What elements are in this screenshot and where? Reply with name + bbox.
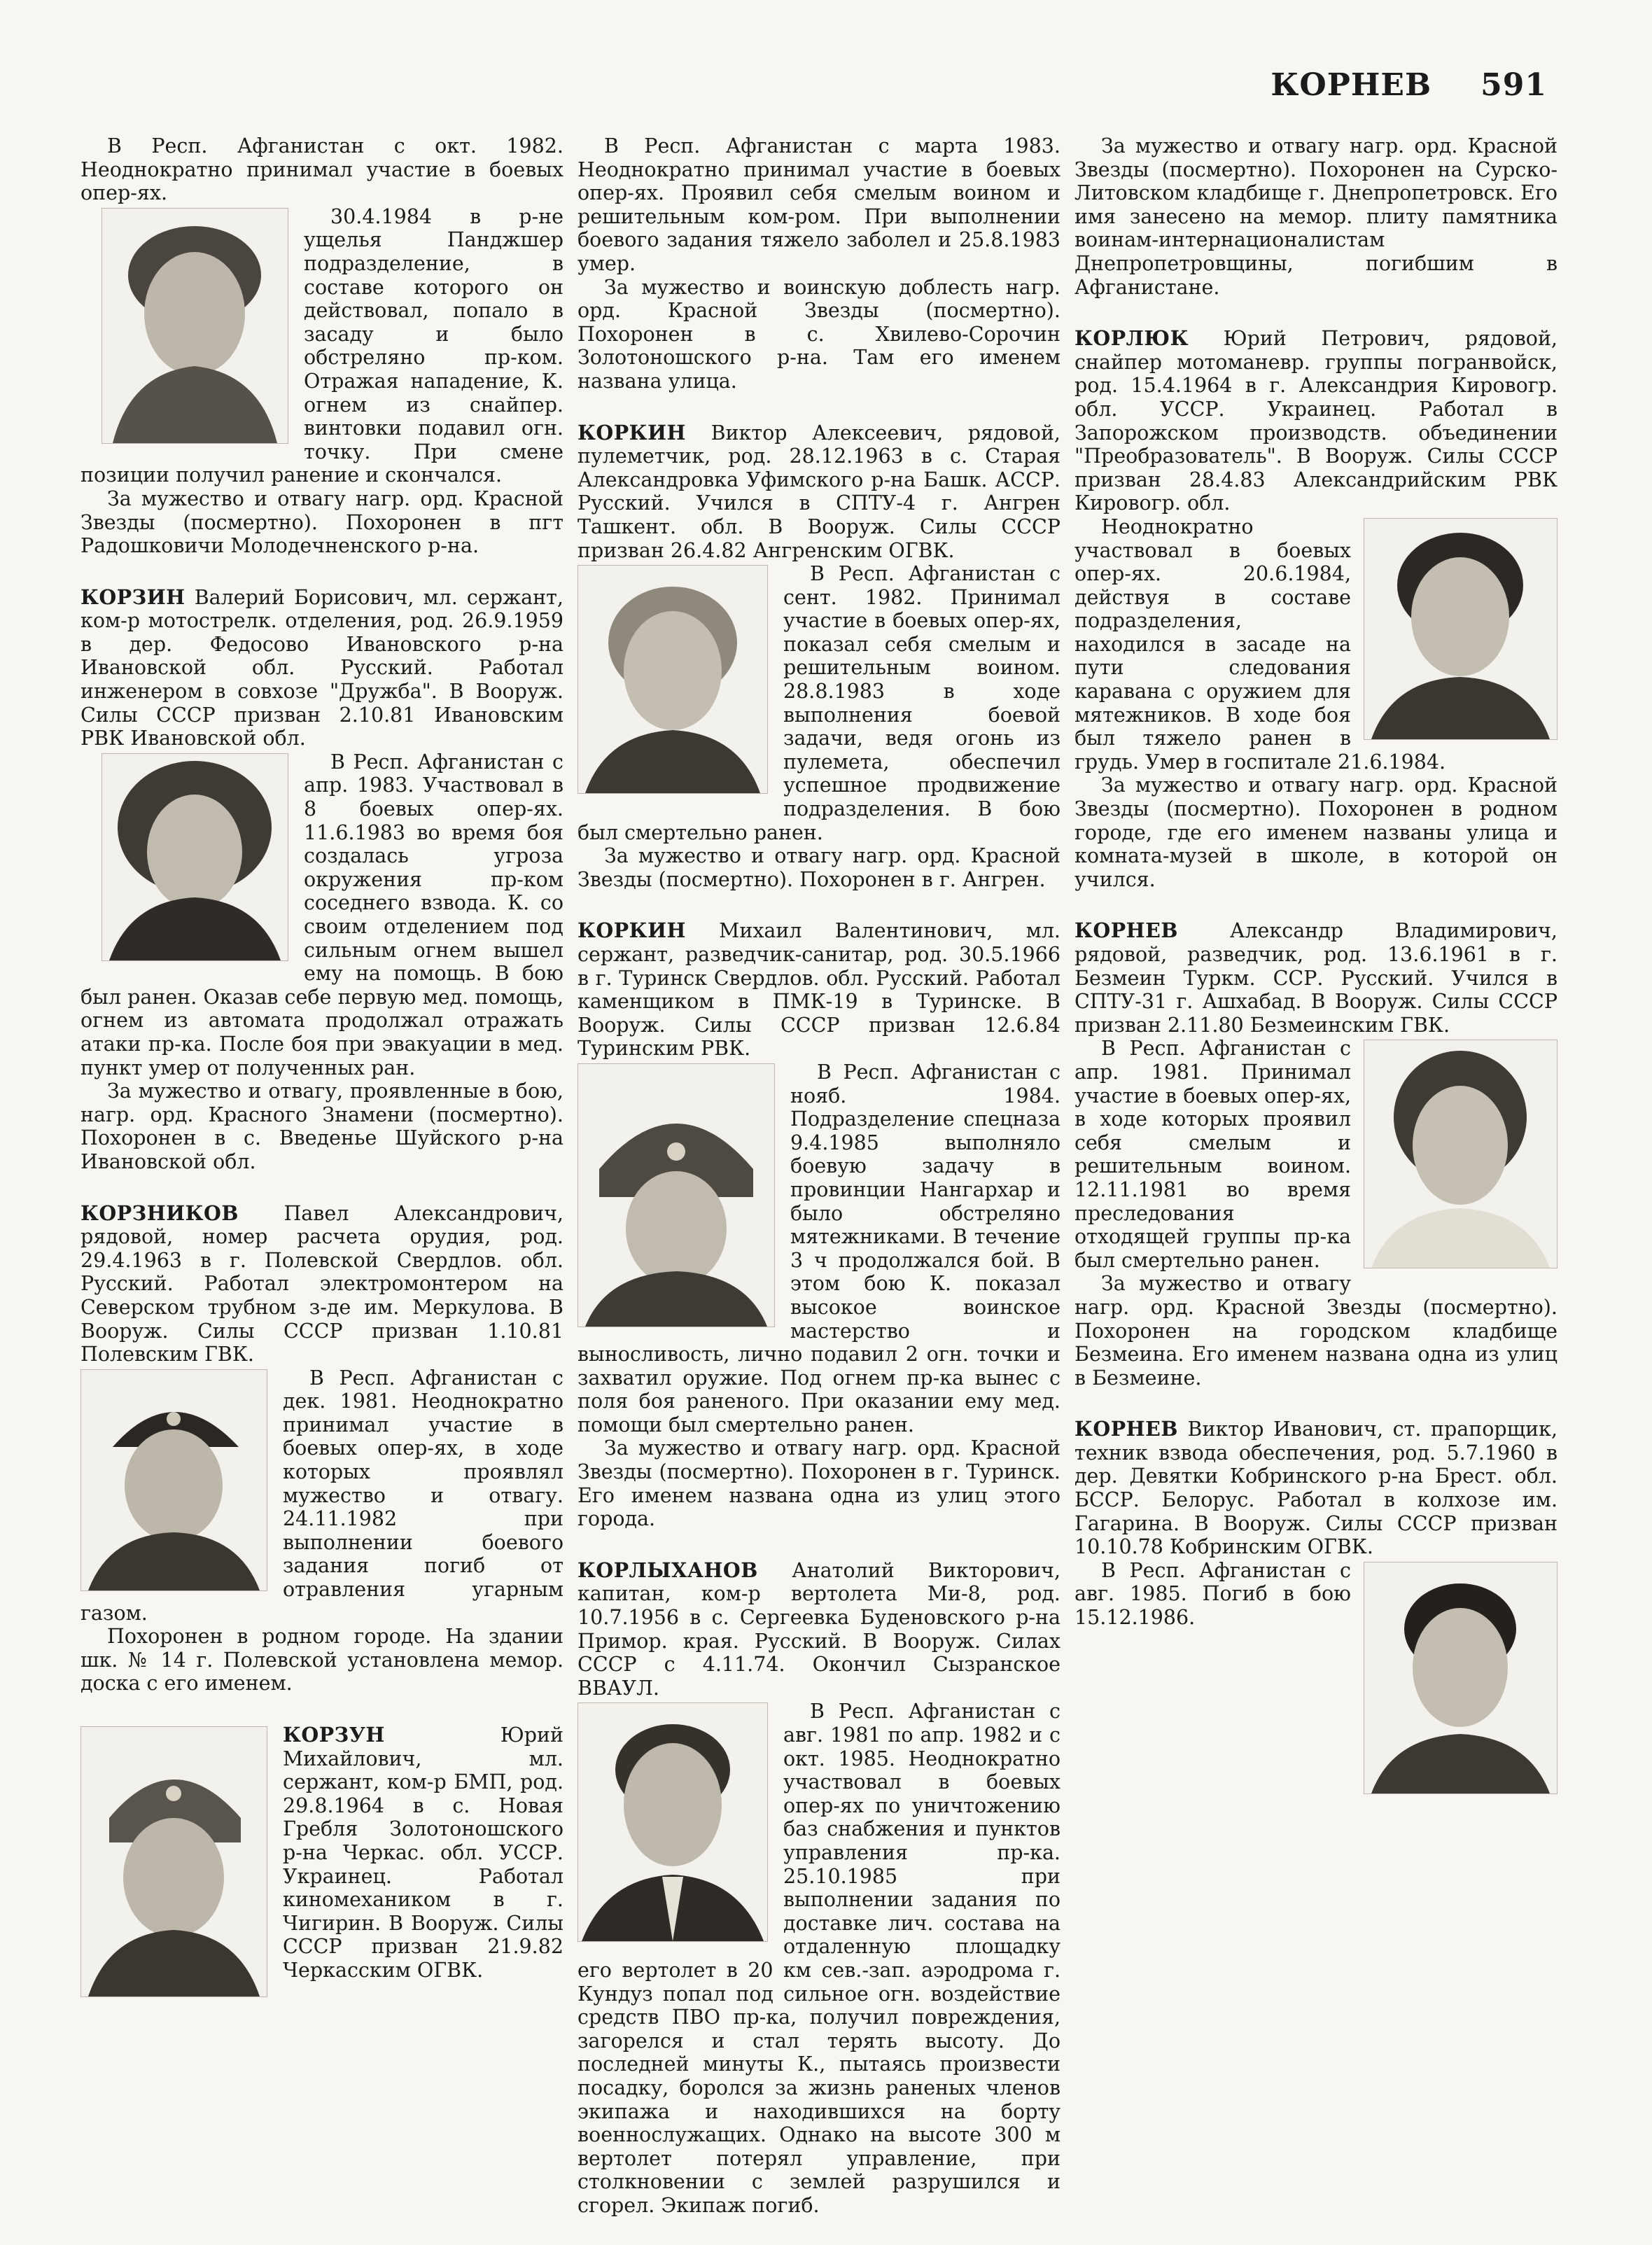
portrait-photo [102,753,288,961]
portrait-photo [578,1063,775,1327]
entry-intro: Юрий Михайлович, мл. сержант, ком-р БМП, род. 29.8.1964 в с. Новая Гребля Золотоношского р-на Черкас. обл. УССР. Украинец. Работал киномехаником в г. Чигирин. В Вооруж. Силы СССР призван 21.9.82 Черкасским ОГВК. [283,1723,564,1982]
entry-intro: Валерий Борисович, мл. сержант, ком-р мотострелк. отделения, род. 26.9.1959 в дер. Федосово Ивановского р-на Ивановской обл. Русский. Работал инженером в совхозе "Дружба". В Вооруж. Силы СССР призван 2.10.81 Ивановским РВК Ивановской обл. [80,585,564,750]
entry-intro: Александр Владимирович, рядовой, разведчик, род. 13.6.1961 в г. Безмеин Туркм. ССР. Русский. Учился в СПТУ-31 г. Ашхабад. В Вооруж. Силы СССР призван 2.11.80 Безмеинским ГВК. [1074,919,1558,1037]
running-head [1270,67,1547,103]
entry-continuation [578,134,1060,393]
column-1 [80,134,564,2010]
entry-intro: Виктор Алексеевич, рядовой, пулеметчик, род. 28.12.1963 в с. Старая Александровка Уфимского р-на Башк. АССР. Русский. Учился в СПТУ-4 г. Ангрен Ташкент. обл. В Вооруж. Силы СССР призван 26.4.82 Ангренским ОГВК. [578,421,1060,562]
entry-paragraph: В Респ. Афганистан с нояб. 1984. Подразделение спецназа 9.4.1985 выполняло боевую задачу в провинции Нангархар и было обстреляно мятежниками. В течение 3 ч продолжался бой. В этом бою К. показал высокое воинское мастерство и выносливость, лично подавил 2 огн. точки и захватил оружие. Под огнем пр-ка вынес с поля боя раненого. При оказании ему мед. помощи был смертельно ранен. [578,1060,1060,1436]
entry-intro: Павел Александрович, рядовой, номер расчета орудия, род. 29.4.1963 в г. Полевской Свердлов. обл. Русский. Работал электромонтером на Северском трубном з-де им. Меркулова. В Вооруж. Силы СССР призван 1.10.81 Полевским ГВК. [80,1201,564,1366]
entry-korlykhanov [578,1559,1060,2218]
portrait-photo [578,1702,768,1942]
column-3 [1074,134,1558,1798]
portrait-photo [1364,1040,1558,1268]
entry-paragraph: 30.4.1984 в р-не ущелья Панджшер подразделение, в составе которого он действовал, попало в засаду и было обстреляно пр-ком. Отражая нападение, К. огнем из снайпер. винтовки подавил огн. точку. При смене позиции получил ранение и скончался. [80,204,564,487]
page-number: 591 [1480,67,1547,103]
entry-korznikov [80,1202,564,1695]
portrait-photo [80,1369,267,1591]
entry-intro: Юрий Петрович, рядовой, снайпер мотоманевр. группы погранвойск, род. 15.4.1964 в г. Александрия Кировогр. обл. УССР. Украинец. Работал в Запорожском производств. объединении "Преобразователь". В Вооруж. Силы СССР призван 28.4.83 Александрийским РВК Кировогр. обл. [1074,327,1558,515]
entry-name: КОРНЕВ [1074,1417,1178,1441]
entry-kornev-viktor [1074,1418,1558,1629]
entry-paragraph: За мужество и отвагу нагр. орд. Красной Звезды (посмертно). Похоронен в г. Ангрен. [578,844,1060,891]
entry-name: КОРЗУН [283,1723,385,1747]
entry-heading [80,1202,564,1366]
entry-intro: Анатолий Викторович, капитан, ком-р вертолета Ми-8, род. 10.7.1956 в с. Сергеевка Буденовского р-на Примор. края. Русский. В Вооруж. Силах СССР с 4.11.74. Окончил Сызранское ВВАУЛ. [578,1558,1061,1700]
entry-heading [578,919,1060,1061]
portrait-photo [80,1726,267,1997]
portrait-photo [102,208,288,444]
portrait-photo [578,565,768,794]
entry-paragraph: В Респ. Афганистан с апр. 1983. Участвовал в 8 боевых опер-ях. 11.6.1983 во время боя создалась угроза окружения пр-ком соседнего взвода. К. со своим отделением под сильным огнем вышел ему на помощь. В бою был ранен. Оказав себе первую мед. помощь, огнем из автомата продолжал отражать атаки пр-ка. После боя при эвакуации в мед. пункт умер от полученных ран. [80,750,564,1079]
entry-korkin-mikhail [578,919,1060,1530]
entry-paragraph: За мужество и отвагу нагр. орд. Красной Звезды (посмертно). Похоронен на Сурско-Литовском кладбище г. Днепропетровск. Его имя занесено на мемор. плиту памятника воинам-интернационалистам Днепропетровщины, погибшим в Афганистане. [1074,134,1558,299]
entry-paragraph: За мужество и отвагу нагр. орд. Красной Звезды (посмертно). Похоронен в пгт Радошковичи Молодечненского р-на. [80,487,564,558]
entry-korzun [80,1723,564,1982]
entry-paragraph: В Респ. Афганистан с сент. 1982. Принимал участие в боевых опер-ях, показал себя смелым и решительным воином. 28.8.1983 в ходе выполнения боевой задачи, ведя огонь из пулемета, обеспечил успешное продвижение подразделения. В бою был смертельно ранен. [578,562,1060,844]
entry-name: КОРКИН [578,420,686,445]
entry-heading [1074,1418,1558,1559]
entry-intro: Виктор Иванович, ст. прапорщик, техник взвода обеспечения, род. 5.7.1960 в дер. Девятки Кобринского р-на Брест. обл. БССР. Белорус. Работал в колхозе им. Гагарина. В Вооруж. Силы СССР призван 10.10.78 Кобринским ОГВК. [1074,1418,1558,1559]
entry-korkin-viktor [578,421,1060,892]
entry-paragraph: В Респ. Афганистан с авг. 1981 по апр. 1982 и с окт. 1985. Неоднократно участвовал в боевых опер-ях по уничтожению баз снабжения и пунктов управления пр-ка. 25.10.1985 при выполнении задания по доставке лич. состава на отдаленную площадку его вертолет в 20 км сев.-зап. аэродрома г. Кундуз попал под сильное огн. воздействие средств ПВО пр-ка, получил повреждения, загорелся и стал терять высоту. До последней минуты К., пытаясь произвести посадку, боролся за жизнь раненых членов экипажа и находившихся на борту военнослужащих. Однако на высоте 300 м вертолет потерял управление, при столкновении с землей разрушился и сгорел. Экипаж погиб. [578,1700,1060,2217]
entry-paragraph: За мужество и отвагу нагр. орд. Красной Звезды (посмертно). Похоронен в г. Туринск. Его именем названа одна из улиц этого города. [578,1436,1060,1531]
entry-intro: В Респ. Афганистан с марта 1983. Неоднократно принимал участие в боевых опер-ях. Проявил себя смелым воином и решительным ком-ром. При выполнении боевого задания тяжело заболел и 25.8.1983 умер. [578,134,1060,275]
entry-paragraph: В Респ. Афганистан с дек. 1981. Неоднократно принимал участие в боевых опер-ях, в ходе которых проявлял мужество и отвагу. 24.11.1982 при выполнении боевого задания погиб от отравления угарным газом. [80,1366,564,1625]
entry-paragraph: За мужество и отвагу нагр. орд. Красной Звезды (посмертно). Похоронен на городском кладбище Безмеина. Его именем названа одна из улиц в Безмеине. [1074,1272,1558,1390]
entry-heading [1074,919,1558,1037]
entry-korzin [80,586,564,1174]
entry-paragraph: В Респ. Афганистан с апр. 1981. Принимал участие в боевых опер-ях, в ходе которых проявил себя смелым и решительным воином. 12.11.1981 во время преследования отходящей группы пр-ка был смертельно ранен. [1074,1037,1351,1272]
entry-intro: В Респ. Афганистан с окт. 1982. Неоднократно принимал участие в боевых опер-ях. [80,134,564,205]
entry-paragraph: В Респ. Афганистан с авг. 1985. Погиб в бою 15.12.1986. [1074,1558,1351,1630]
portrait-photo [1364,1562,1558,1794]
entry-name: КОРЗНИКОВ [80,1201,239,1225]
entry-heading [578,421,1060,563]
entry-intro: Михаил Валентинович, мл. сержант, разведчик-санитар, род. 30.5.1966 в г. Туринск Свердлов. обл. Русский. Работал каменщиком в ПМК-19 в Туринске. В Вооруж. Силы СССР призван 12.6.84 Туринским РВК. [578,919,1060,1061]
entry-paragraph: Похоронен в родном городе. На здании шк. № 14 г. Полевской установлена мемор. доска с его именем. [80,1625,564,1695]
entry-name: КОРЗИН [80,585,186,609]
entry-name: КОРЛЫХАНОВ [578,1558,758,1582]
entry-heading [80,586,564,750]
entry-paragraph: За мужество и отвагу, проявленные в бою, нагр. орд. Красного Знамени (посмертно). Похоронен в с. Введенье Шуйского р-на Ивановской обл. [80,1079,564,1173]
entry-paragraph: За мужество и отвагу нагр. орд. Красной Звезды (посмертно). Похоронен в родном городе, где его именем названы улица и комната-музей в школе, в которой он учился. [1074,774,1558,891]
entry-paragraph: За мужество и воинскую доблесть нагр. орд. Красной Звезды (посмертно). Похоронен в с. Хвилево-Сорочин Золотоношского р-на. Там его именем названа улица. [578,275,1060,393]
entry-name: КОРЛЮК [1074,326,1189,351]
entry-heading [1074,327,1558,515]
portrait-photo [1364,518,1558,740]
entry-heading [578,1559,1060,1700]
entry-name: КОРНЕВ [1074,918,1178,943]
entry-continuation [1074,134,1558,299]
entry-korlyuk [1074,327,1558,891]
column-2 [578,134,1060,2245]
entry-paragraph: Неоднократно участвовал в боевых опер-ях. 20.6.1984, действуя в составе подразделения, находился в засаде на пути следования каравана с оружием для мятежников. В ходе боя был тяжело ранен в грудь. Умер в госпитале 21.6.1984. [1074,515,1446,774]
entry-kornev-aleksandr [1074,919,1558,1390]
running-head-surname: КОРНЕВ [1270,67,1432,103]
entry-name: КОРКИН [578,918,686,943]
entry-continuation [80,134,564,558]
